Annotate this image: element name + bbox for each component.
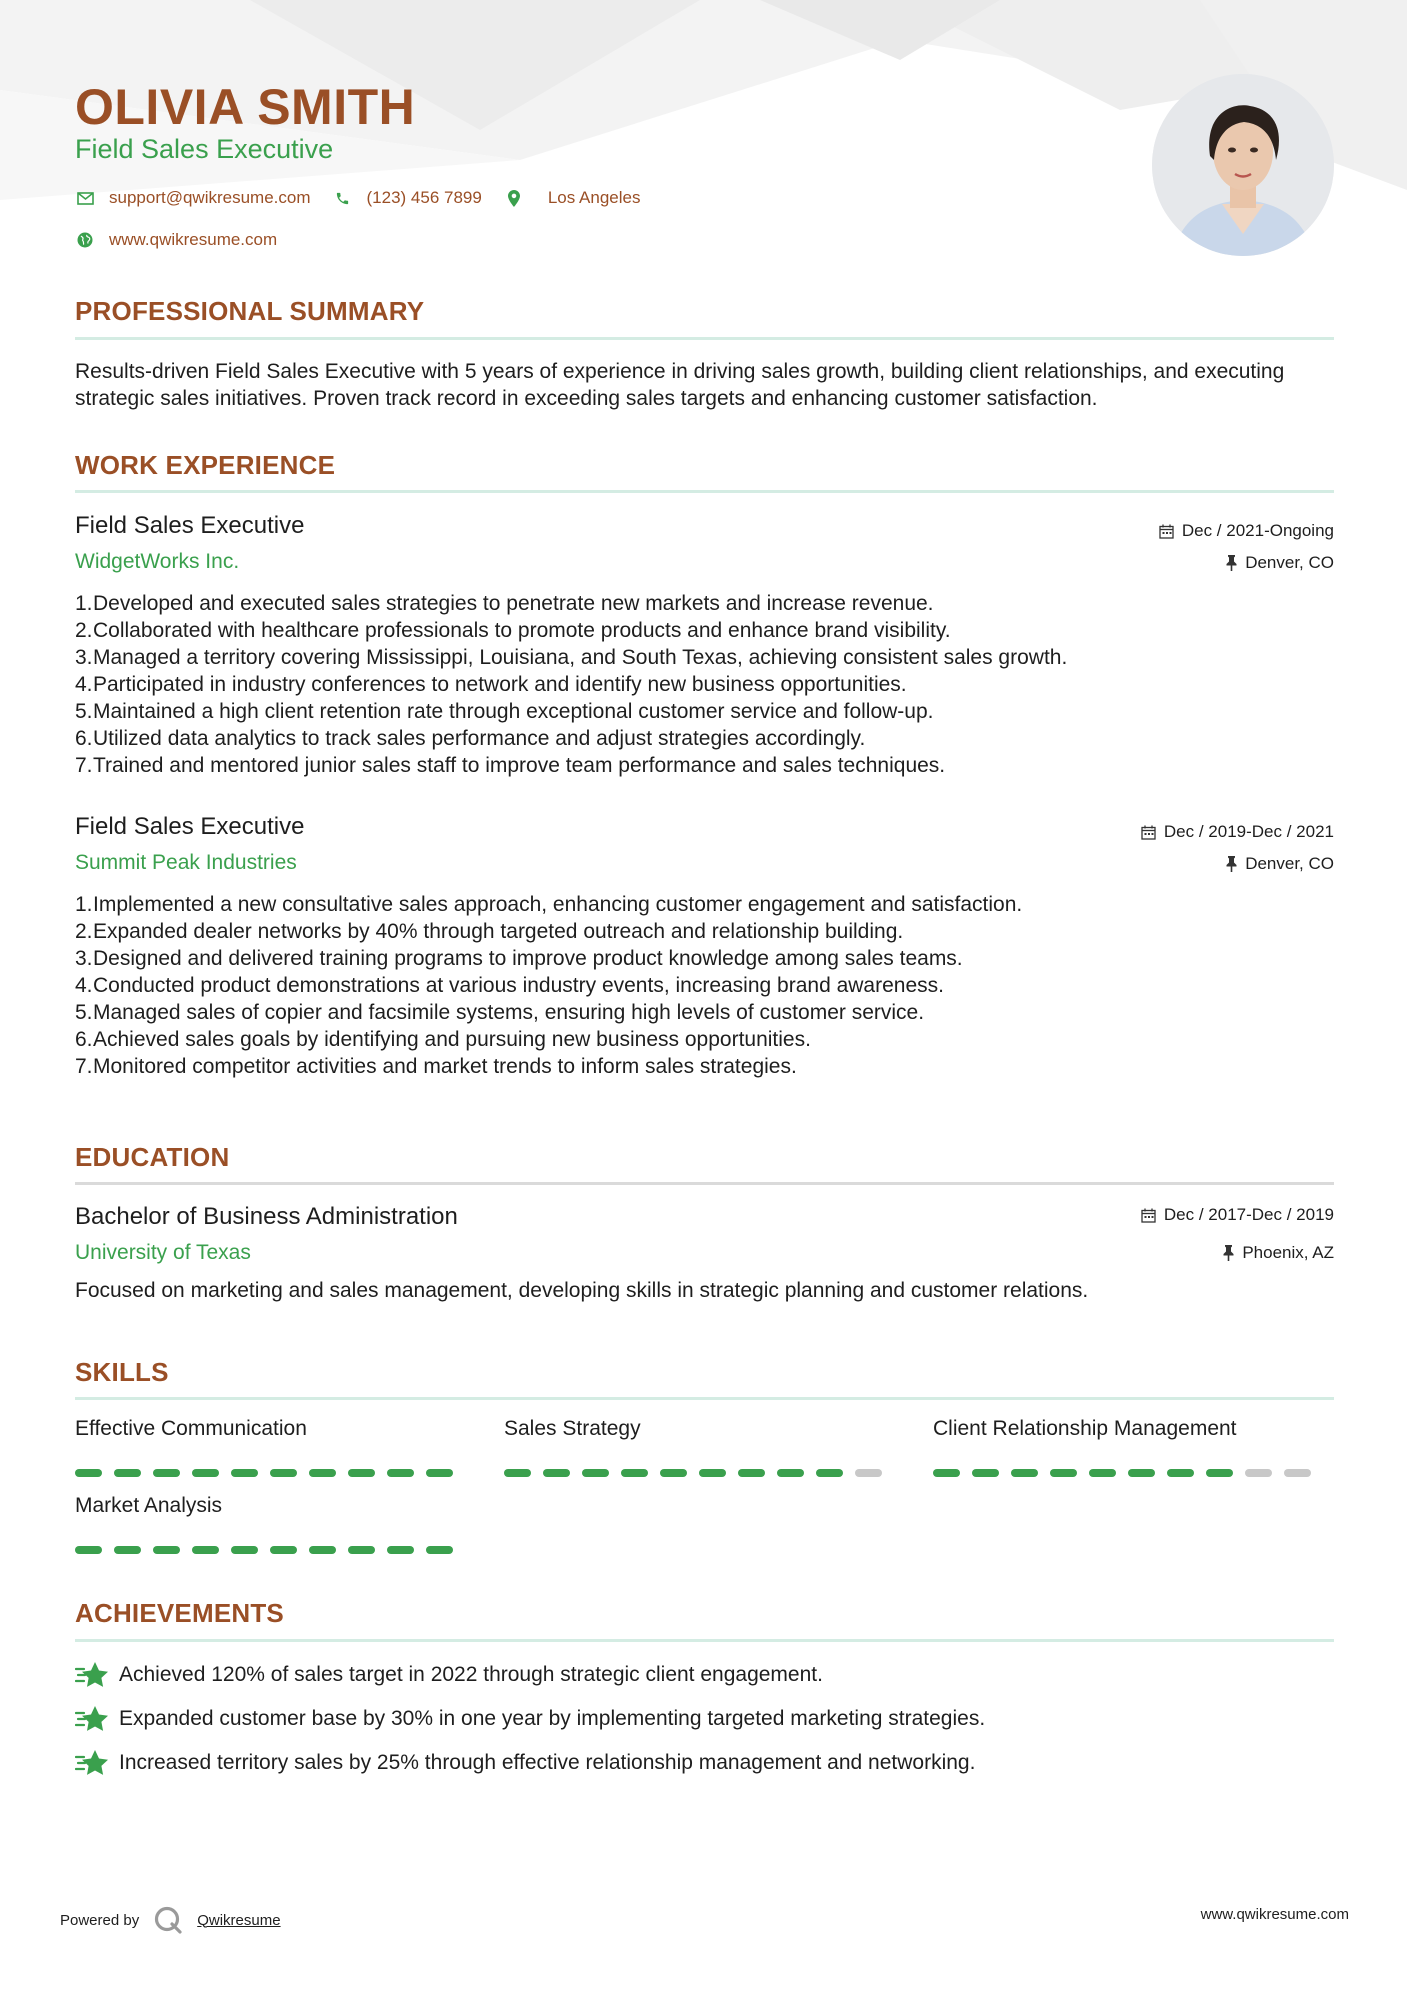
list-item: 3. Managed a territory covering Mississippi, Louisiana, and South Texas, achieving consistent sales growth.	[75, 646, 1068, 669]
skills-divider	[75, 1397, 1334, 1400]
skill-dot-filled	[1128, 1469, 1155, 1477]
job-location	[1226, 553, 1334, 573]
skill-dot-filled	[387, 1469, 414, 1477]
skill-dot-filled	[270, 1546, 297, 1554]
skill-item	[75, 1494, 465, 1554]
summary-text: Results-driven Field Sales Executive with 5 years of experience in driving sales growth, building client relationships, and executing strategic sales initiatives. Proven track record in exceeding sales targets and enhancing customer satisfaction.	[75, 360, 1285, 410]
skill-dot-filled	[972, 1469, 999, 1477]
envelope-icon	[75, 188, 95, 208]
star-award-icon	[75, 1660, 109, 1690]
skill-dot-filled	[621, 1469, 648, 1477]
education-dates-text: Dec / 2017-Dec / 2019	[1163, 1205, 1334, 1224]
skill-dot-empty	[1245, 1469, 1272, 1477]
job-bullet-list	[75, 590, 1335, 779]
star-award-icon	[75, 1704, 109, 1734]
education-location-text: Phoenix, AZ	[1242, 1243, 1334, 1262]
skill-dot-filled	[153, 1546, 180, 1554]
education-divider	[75, 1182, 1334, 1185]
list-item: 2. Collaborated with healthcare professionals to promote products and enhance brand visibility.	[75, 619, 951, 642]
job-title: Field Sales Executive	[75, 813, 305, 840]
list-item: 3. Designed and delivered training programs to improve product knowledge among sales teams.	[75, 947, 963, 970]
company-name: Summit Peak Industries	[75, 851, 297, 874]
phone-number[interactable]: (123) 456 7899	[366, 188, 482, 207]
skill-dot-filled	[309, 1469, 336, 1477]
company-name: WidgetWorks Inc.	[75, 550, 240, 573]
skill-dot-filled	[1167, 1469, 1194, 1477]
skill-item	[504, 1417, 894, 1477]
list-item: 4. Participated in industry conferences to network and identify new business opportunities.	[75, 673, 907, 696]
website-link[interactable]: www.qwikresume.com	[109, 230, 278, 249]
skill-dot-filled	[75, 1469, 102, 1477]
skill-dot-filled	[309, 1546, 336, 1554]
map-pin-icon	[504, 188, 524, 208]
skill-dot-filled	[231, 1546, 258, 1554]
skill-dot-filled	[777, 1469, 804, 1477]
skill-dot-filled	[192, 1546, 219, 1554]
achievement-text: Increased territory sales by 25% through effective relationship management and networking.	[119, 1751, 976, 1774]
list-item: 4. Conducted product demonstrations at various industry events, increasing brand awareness.	[75, 974, 944, 997]
achievement-item	[75, 1748, 975, 1778]
skill-name: Market Analysis	[75, 1494, 223, 1517]
job-title: Field Sales Executive	[75, 512, 305, 539]
job-dates-text: Dec / 2021-Ongoing	[1181, 521, 1334, 540]
skill-dot-filled	[933, 1469, 960, 1477]
skill-dot-filled	[192, 1469, 219, 1477]
list-item: 6. Utilized data analytics to track sales performance and adjust strategies accordingly.	[75, 727, 866, 750]
education-location	[1223, 1243, 1334, 1263]
skill-dot-empty	[855, 1469, 882, 1477]
skill-dot-filled	[75, 1546, 102, 1554]
achievement-text: Achieved 120% of sales target in 2022 through strategic client engagement.	[119, 1663, 823, 1686]
qwikresume-logo-icon	[153, 1905, 183, 1935]
skill-dot-filled	[1206, 1469, 1233, 1477]
skill-name: Sales Strategy	[504, 1417, 641, 1440]
footer-website-link[interactable]: www.qwikresume.com	[1200, 1906, 1349, 1923]
location-text: Los Angeles	[547, 188, 641, 207]
skills-heading: SKILLS	[75, 1357, 169, 1387]
qwikresume-brand-link[interactable]: Qwikresume	[197, 1911, 281, 1929]
achievements-heading: ACHIEVEMENTS	[75, 1598, 284, 1628]
pushpin-icon	[1226, 856, 1237, 872]
star-award-icon	[75, 1748, 109, 1778]
footer-powered-by	[60, 1905, 281, 1935]
list-item: 7. Trained and mentored junior sales staff to improve team performance and sales techniques.	[75, 754, 946, 777]
job-bullet-list	[75, 891, 1335, 1080]
achievements-divider	[75, 1639, 1334, 1642]
skill-rating	[75, 1546, 465, 1554]
skill-item	[75, 1417, 465, 1477]
school-name: University of Texas	[75, 1241, 251, 1264]
achievement-text: Expanded customer base by 30% in one year by implementing targeted marketing strategies.	[119, 1707, 986, 1730]
list-item: 6. Achieved sales goals by identifying and pursuing new business opportunities.	[75, 1028, 811, 1051]
skill-item	[933, 1417, 1323, 1477]
skill-dot-filled	[1011, 1469, 1038, 1477]
skill-dot-filled	[582, 1469, 609, 1477]
skill-dot-filled	[1089, 1469, 1116, 1477]
summary-heading: PROFESSIONAL SUMMARY	[75, 296, 425, 326]
skill-dot-filled	[543, 1469, 570, 1477]
email-link[interactable]: support@qwikresume.com	[109, 188, 311, 207]
skill-dot-filled	[504, 1469, 531, 1477]
achievement-item	[75, 1660, 823, 1690]
skill-dot-filled	[426, 1546, 453, 1554]
skill-name: Effective Communication	[75, 1417, 307, 1440]
globe-icon	[75, 230, 95, 250]
powered-by-label: Powered by	[60, 1911, 140, 1929]
skill-dot-filled	[114, 1469, 141, 1477]
pushpin-icon	[1223, 1245, 1234, 1261]
skill-dot-filled	[660, 1469, 687, 1477]
list-item: 1. Implemented a new consultative sales approach, enhancing customer engagement and satisfaction.	[75, 893, 1023, 916]
phone-icon	[333, 188, 353, 208]
job-location-text: Denver, CO	[1245, 854, 1334, 873]
education-heading: EDUCATION	[75, 1142, 230, 1172]
list-item: 1. Developed and executed sales strategies to penetrate new markets and increase revenue.	[75, 592, 934, 615]
list-item: 5. Managed sales of copier and facsimile systems, ensuring high levels of customer service.	[75, 1001, 925, 1024]
candidate-name: OLIVIA SMITH	[75, 79, 416, 135]
skill-dot-filled	[699, 1469, 726, 1477]
calendar-icon	[1141, 825, 1156, 840]
list-item: 7. Monitored competitor activities and market trends to inform sales strategies.	[75, 1055, 797, 1078]
job-location-text: Denver, CO	[1245, 553, 1334, 572]
experience-divider	[75, 490, 1334, 493]
calendar-icon	[1141, 1208, 1156, 1223]
contact-row-primary	[75, 188, 662, 208]
candidate-title: Field Sales Executive	[75, 134, 334, 164]
achievement-item	[75, 1704, 985, 1734]
skill-dot-filled	[816, 1469, 843, 1477]
contact-row-secondary	[75, 230, 299, 250]
skill-rating	[75, 1469, 465, 1477]
skill-dot-filled	[387, 1546, 414, 1554]
skill-rating	[504, 1469, 894, 1477]
experience-heading: WORK EXPERIENCE	[75, 450, 336, 480]
skill-dot-filled	[153, 1469, 180, 1477]
list-item: 2. Expanded dealer networks by 40% through targeted outreach and relationship building.	[75, 920, 904, 943]
job-location	[1226, 854, 1334, 874]
list-item: 5. Maintained a high client retention rate through exceptional customer service and follow-up.	[75, 700, 934, 723]
education-description: Focused on marketing and sales management, developing skills in strategic planning and customer relations.	[75, 1279, 1089, 1302]
skill-dot-empty	[1284, 1469, 1311, 1477]
skill-dot-filled	[231, 1469, 258, 1477]
pushpin-icon	[1226, 555, 1237, 571]
profile-photo	[1152, 74, 1334, 256]
summary-divider	[75, 337, 1334, 340]
skill-name: Client Relationship Management	[933, 1417, 1237, 1440]
skill-dot-filled	[270, 1469, 297, 1477]
job-dates	[1141, 822, 1334, 842]
skill-dot-filled	[1050, 1469, 1077, 1477]
calendar-icon	[1159, 524, 1174, 539]
skill-dot-filled	[738, 1469, 765, 1477]
skill-dot-filled	[348, 1546, 375, 1554]
job-dates-text: Dec / 2019-Dec / 2021	[1163, 822, 1334, 841]
skill-rating	[933, 1469, 1323, 1477]
skill-dot-filled	[426, 1469, 453, 1477]
skill-dot-filled	[114, 1546, 141, 1554]
skill-dot-filled	[348, 1469, 375, 1477]
degree-title: Bachelor of Business Administration	[75, 1203, 458, 1230]
job-dates	[1159, 521, 1334, 541]
education-dates	[1141, 1205, 1334, 1225]
